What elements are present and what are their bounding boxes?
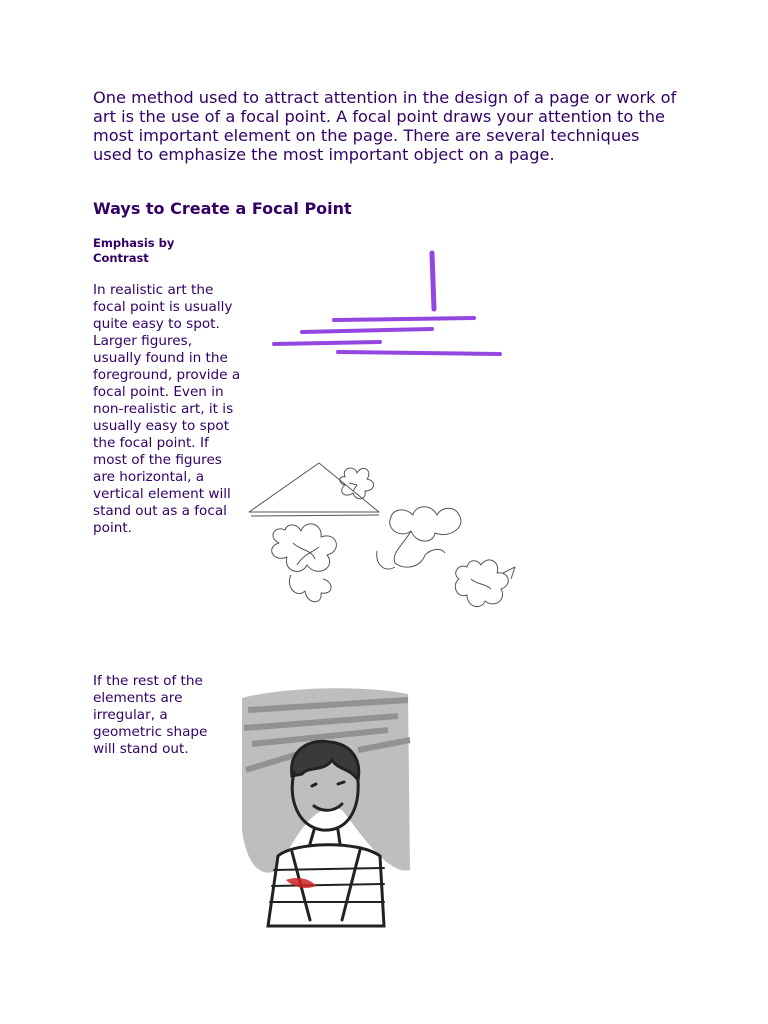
flower-sketch-2	[272, 524, 337, 572]
vertical-focal-illustration	[262, 245, 512, 370]
horizontal-stroke-1	[334, 318, 474, 320]
horizontal-stroke-2	[302, 329, 432, 332]
section-heading: Ways to Create a Focal Point	[93, 199, 352, 218]
flower-sketch-3	[390, 507, 461, 541]
flower-sketch-4	[455, 560, 508, 607]
child-sketch-illustration	[238, 680, 416, 930]
geometric-shape-illustration	[245, 455, 530, 625]
intro-paragraph: One method used to attract attention in the design of a page or work of art is the use of a focal point. A focal point draws your attention to the most important element on the page. There are several techniques used to emphasize the most important object on a page.	[93, 88, 677, 164]
geometric-paragraph: If the rest of the elements are irregular, a geometric shape will stand out.	[93, 673, 208, 757]
neck	[310, 830, 340, 844]
horizontal-stroke-3	[274, 342, 380, 344]
vertical-stroke	[432, 253, 434, 309]
contrast-paragraph: In realistic art the focal point is usually quite easy to spot. Larger figures, usually found in the foreground, provide a focal point. Even in non-realistic art, it is usually easy to spot the focal point. If most of the figures are horizontal, a vertical element will stand out as a focal point.	[93, 282, 241, 536]
section-subheading: Emphasis by Contrast	[93, 236, 175, 265]
horizontal-stroke-4	[338, 352, 500, 354]
